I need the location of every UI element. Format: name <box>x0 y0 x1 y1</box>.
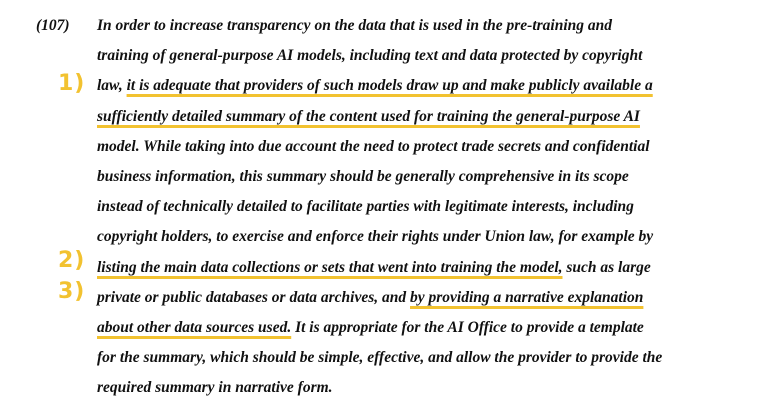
text-line <box>97 192 757 222</box>
text-line <box>97 343 757 373</box>
highlight-passage-3-cont: about other data sources used. <box>97 318 292 336</box>
line-text: for the summary, which should be simple, effective, and allow the provider to provide the <box>97 349 663 367</box>
text-line <box>97 283 757 313</box>
text-line <box>97 313 757 343</box>
line-text: copyright holders, to exercise and enforce their rights under Union law, for example by <box>97 228 654 246</box>
line-text: business information, this summary should be generally comprehensive in its scope <box>97 167 629 185</box>
text-line <box>97 71 757 101</box>
line-text: model. While taking into due account the need to protect trade secrets and confidential <box>97 137 650 155</box>
line-text: In order to increase transparency on the data that is used in the pre-training and <box>97 17 613 34</box>
highlight-passage-1-cont: sufficiently detailed summary of the content used for training the general-purpose AI <box>97 107 640 125</box>
recital-body <box>97 11 757 403</box>
annotation-marker-1: 1) <box>58 71 86 96</box>
line-text: instead of technically detailed to facilitate parties with legitimate interests, including <box>97 198 634 216</box>
highlight-passage-3: by providing a narrative explanation <box>410 288 644 306</box>
text-line <box>97 11 757 41</box>
highlight-passage-2: listing the main data collections or sets that went into training the model, <box>97 258 563 276</box>
annotation-marker-3: 3) <box>58 279 86 304</box>
annotation-marker-2: 2) <box>58 248 86 273</box>
text-line <box>97 253 757 283</box>
text-line <box>97 373 757 403</box>
text-line <box>97 41 757 71</box>
line-text: such as large <box>562 258 651 276</box>
line-text: It is appropriate for the AI Office to provide a template <box>291 318 644 336</box>
line-text: training of general-purpose AI models, including text and data protected by copyright <box>97 47 643 65</box>
text-line <box>97 162 757 192</box>
line-text: private or public databases or data archives, and <box>97 288 411 306</box>
line-text: law, <box>97 77 127 95</box>
recital-number: (107) <box>36 17 70 34</box>
text-line <box>97 132 757 162</box>
text-line <box>97 102 757 132</box>
text-line <box>97 222 757 252</box>
highlight-passage-1: it is adequate that providers of such models draw up and make publicly available a <box>126 77 653 95</box>
line-text: required summary in narrative form. <box>97 379 333 397</box>
